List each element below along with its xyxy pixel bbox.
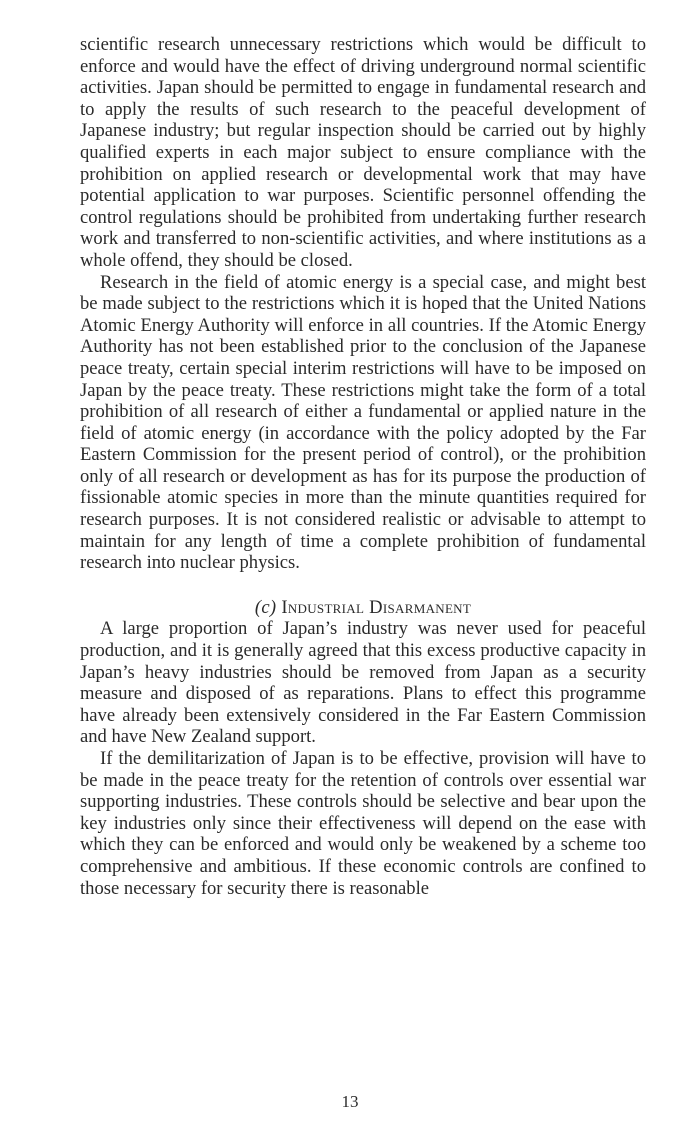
paragraph-atomic-energy: Research in the field of atomic energy is a special case, and might best be made subject to the restrictions which it is hoped that the United Nations Atomic Energy Authority will enforce in all countries. If the Atomic Energy Authority has not been established prior to the conclusion of the Japanese peace treaty, certain special interim restrictions will have to be imposed on Japan by the peace treaty. These restrictions might take the form of a total prohibition of all research of either a fundamental or applied nature in the field of atomic energy (in accordance with the policy adopted by the Far Eastern Commission for the present period of control), or the prohibition only of all research or development as has for its purpose the production of fissionable atomic species in more than the minute quantities required for research purposes. It is not considered realistic or advisable to attempt to maintain for any length of time a complete prohibition of fundamental research into nuclear physics. bbox=[80, 271, 646, 574]
paragraph-scientific-research: scientific research unnecessary restrictions which would be difficult to enforce and would have the effect of driving underground normal scientific activities. Japan should be permitted to engage in fundamental research and to apply the results of such research to the peaceful development of Japanese industry; but regular inspection should be carried out by highly qualified experts in each major subject to ensure compliance with the prohibition on applied research or developmental work that may have potential application to war purposes. Scientific personnel offending the control regulations should be prohibited from undertaking further research work and transferred to non-scientific activities, and where institutions as a whole offend, they should be closed. bbox=[80, 34, 646, 271]
page-number: 13 bbox=[341, 1092, 359, 1111]
section-heading-label: (c) bbox=[254, 596, 277, 618]
section-heading-title: Industrial Disarmanent bbox=[281, 596, 472, 618]
paragraph-industrial-capacity: A large proportion of Japan’s industry was never used for peaceful production, and it is generally agreed that this excess productive capacity in Japan’s heavy industries should be removed from Japan as a security measure and disposed of as reparations. Plans to effect this programme have already been extensively considered in the Far Eastern Commission and have New Zealand support. bbox=[80, 618, 646, 748]
paragraph-economic-controls: If the demilitarization of Japan is to be effective, provision will have to be made in the peace treaty for the retention of controls over essential war supporting industries. These controls should be selective and bear upon the key industries only since their effectiveness will depend on the ease with which they can be enforced and would only be weakened by a scheme too comprehensive and ambitious. If these economic controls are confined to those necessary for security there is reasonable bbox=[80, 748, 646, 899]
section-heading bbox=[80, 597, 646, 619]
page-body bbox=[80, 34, 646, 899]
